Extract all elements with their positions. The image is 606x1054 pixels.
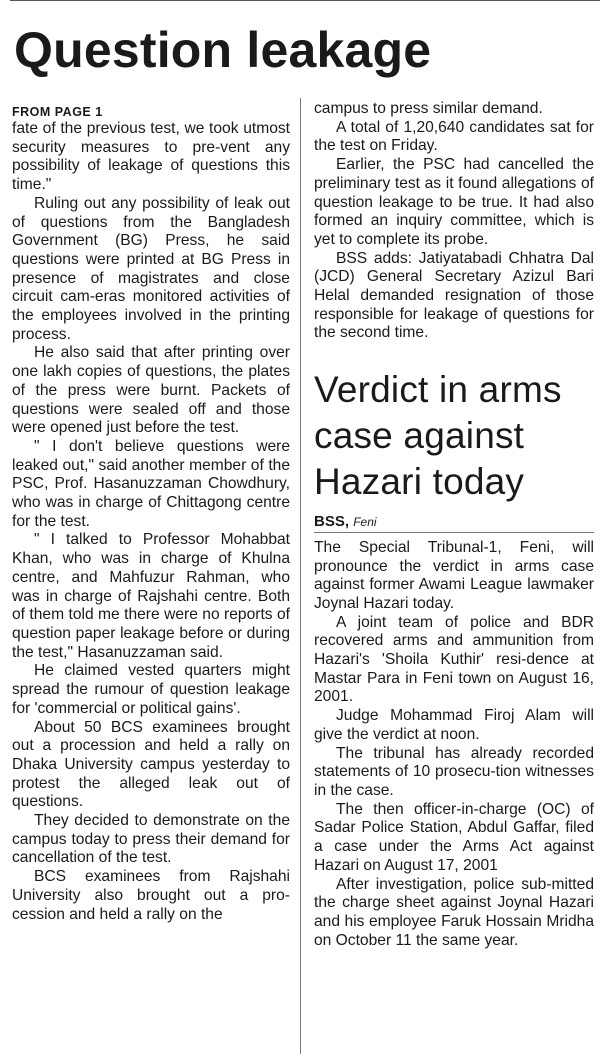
paragraph: campus to press similar demand. <box>314 100 543 117</box>
second-headline: Verdict in arms case against Hazari today <box>314 369 562 503</box>
paragraph: The tribunal has already recorded statements of 10 prosecu-tion witnesses in the case. <box>314 744 594 799</box>
paragraph: They decided to demonstrate on the campus today to press their demand for cancellation of the test. <box>12 812 290 867</box>
paragraph: " I don't believe questions were leaked out," said another member of the PSC, Prof. Hasanuzzaman Chowdhury, who was in charge of Chittagong centre for the test. <box>12 437 290 530</box>
paragraph: Earlier, the PSC had cancelled the preliminary test as it found allegations of question leakage to be true. It had also formed an inquiry committee, which is yet to complete its probe. <box>314 156 594 248</box>
paragraph: He also said that after printing over one lakh copies of questions, the plates of the press were burnt. Packets of questions were sealed off and those were opened just before the test. <box>12 344 290 437</box>
paragraph: A joint team of police and BDR recovered arms and ammunition from Hazari's 'Shoila Kuthir' resi-dence at Mastar Para in Feni town on August 16, 2001. <box>314 613 594 706</box>
byline-place: Feni <box>353 515 377 530</box>
paragraph: fate of the previous test, we took utmost security measures to pre-vent any possibility of leakage of questions this time." <box>12 120 290 194</box>
paragraph: The then officer-in-charge (OC) of Sadar Police Station, Abdul Gaffar, filed a case under the Arms Act against Hazari on August 17, 2001 <box>314 800 594 874</box>
paragraph: BSS adds: Jatiyatabadi Chhatra Dal (JCD) General Secretary Azizul Bari Helal demanded resignation of those responsible for leakage of questions for the second time. <box>314 249 594 342</box>
top-rule <box>10 0 600 7</box>
kicker: FROM PAGE 1 <box>12 105 103 119</box>
paragraph: Judge Mohammad Firoj Alam will give the verdict at noon. <box>314 707 594 743</box>
left-column-body <box>12 120 290 924</box>
left-column <box>12 100 290 1054</box>
paragraph: About 50 BCS examinees brought out a procession and held a rally on Dhaka University campus yesterday to protest the alleged leak out of questions. <box>12 718 290 811</box>
paragraph: The Special Tribunal-1, Feni, will pronounce the verdict in arms case against former Awami League lawmaker Joynal Hazari today. <box>314 538 594 612</box>
right-column-body <box>314 100 594 343</box>
second-story-body <box>314 539 594 950</box>
paragraph: After investigation, police sub-mitted the charge sheet against Joynal Hazari and his employee Faruk Hossain Mridha on October 11 the same year. <box>314 875 594 949</box>
main-headline: Question leakage <box>14 22 432 78</box>
paragraph: " I talked to Professor Mohabbat Khan, who was in charge of Khulna centre, and Mahfuzur Rahman, who was in charge of Rajshahi centre. Both of them told me there were no reports of question paper leakage before or during the test," Hasanuzzaman said. <box>12 531 290 661</box>
paragraph: A total of 1,20,640 candidates sat for the test on Friday. <box>314 118 594 155</box>
paragraph: He claimed vested quarters might spread the rumour of question leakage for 'commercial or political gains'. <box>12 662 290 717</box>
column-divider <box>300 98 301 1054</box>
paragraph: Ruling out any possibility of leak out of questions from the Bangladesh Government (BG) Press, he said questions were printed at BG Press in presence of magistrates and close circuit cam-eras monitored activities of the employees involved in the printing process. <box>12 194 290 343</box>
story-rule <box>314 532 594 533</box>
right-column <box>314 100 594 1054</box>
paragraph: BCS examinees from Rajshahi University also brought out a pro-cession and held a rally on the <box>12 868 290 923</box>
byline-agency: BSS, <box>314 513 350 531</box>
byline <box>314 513 594 532</box>
